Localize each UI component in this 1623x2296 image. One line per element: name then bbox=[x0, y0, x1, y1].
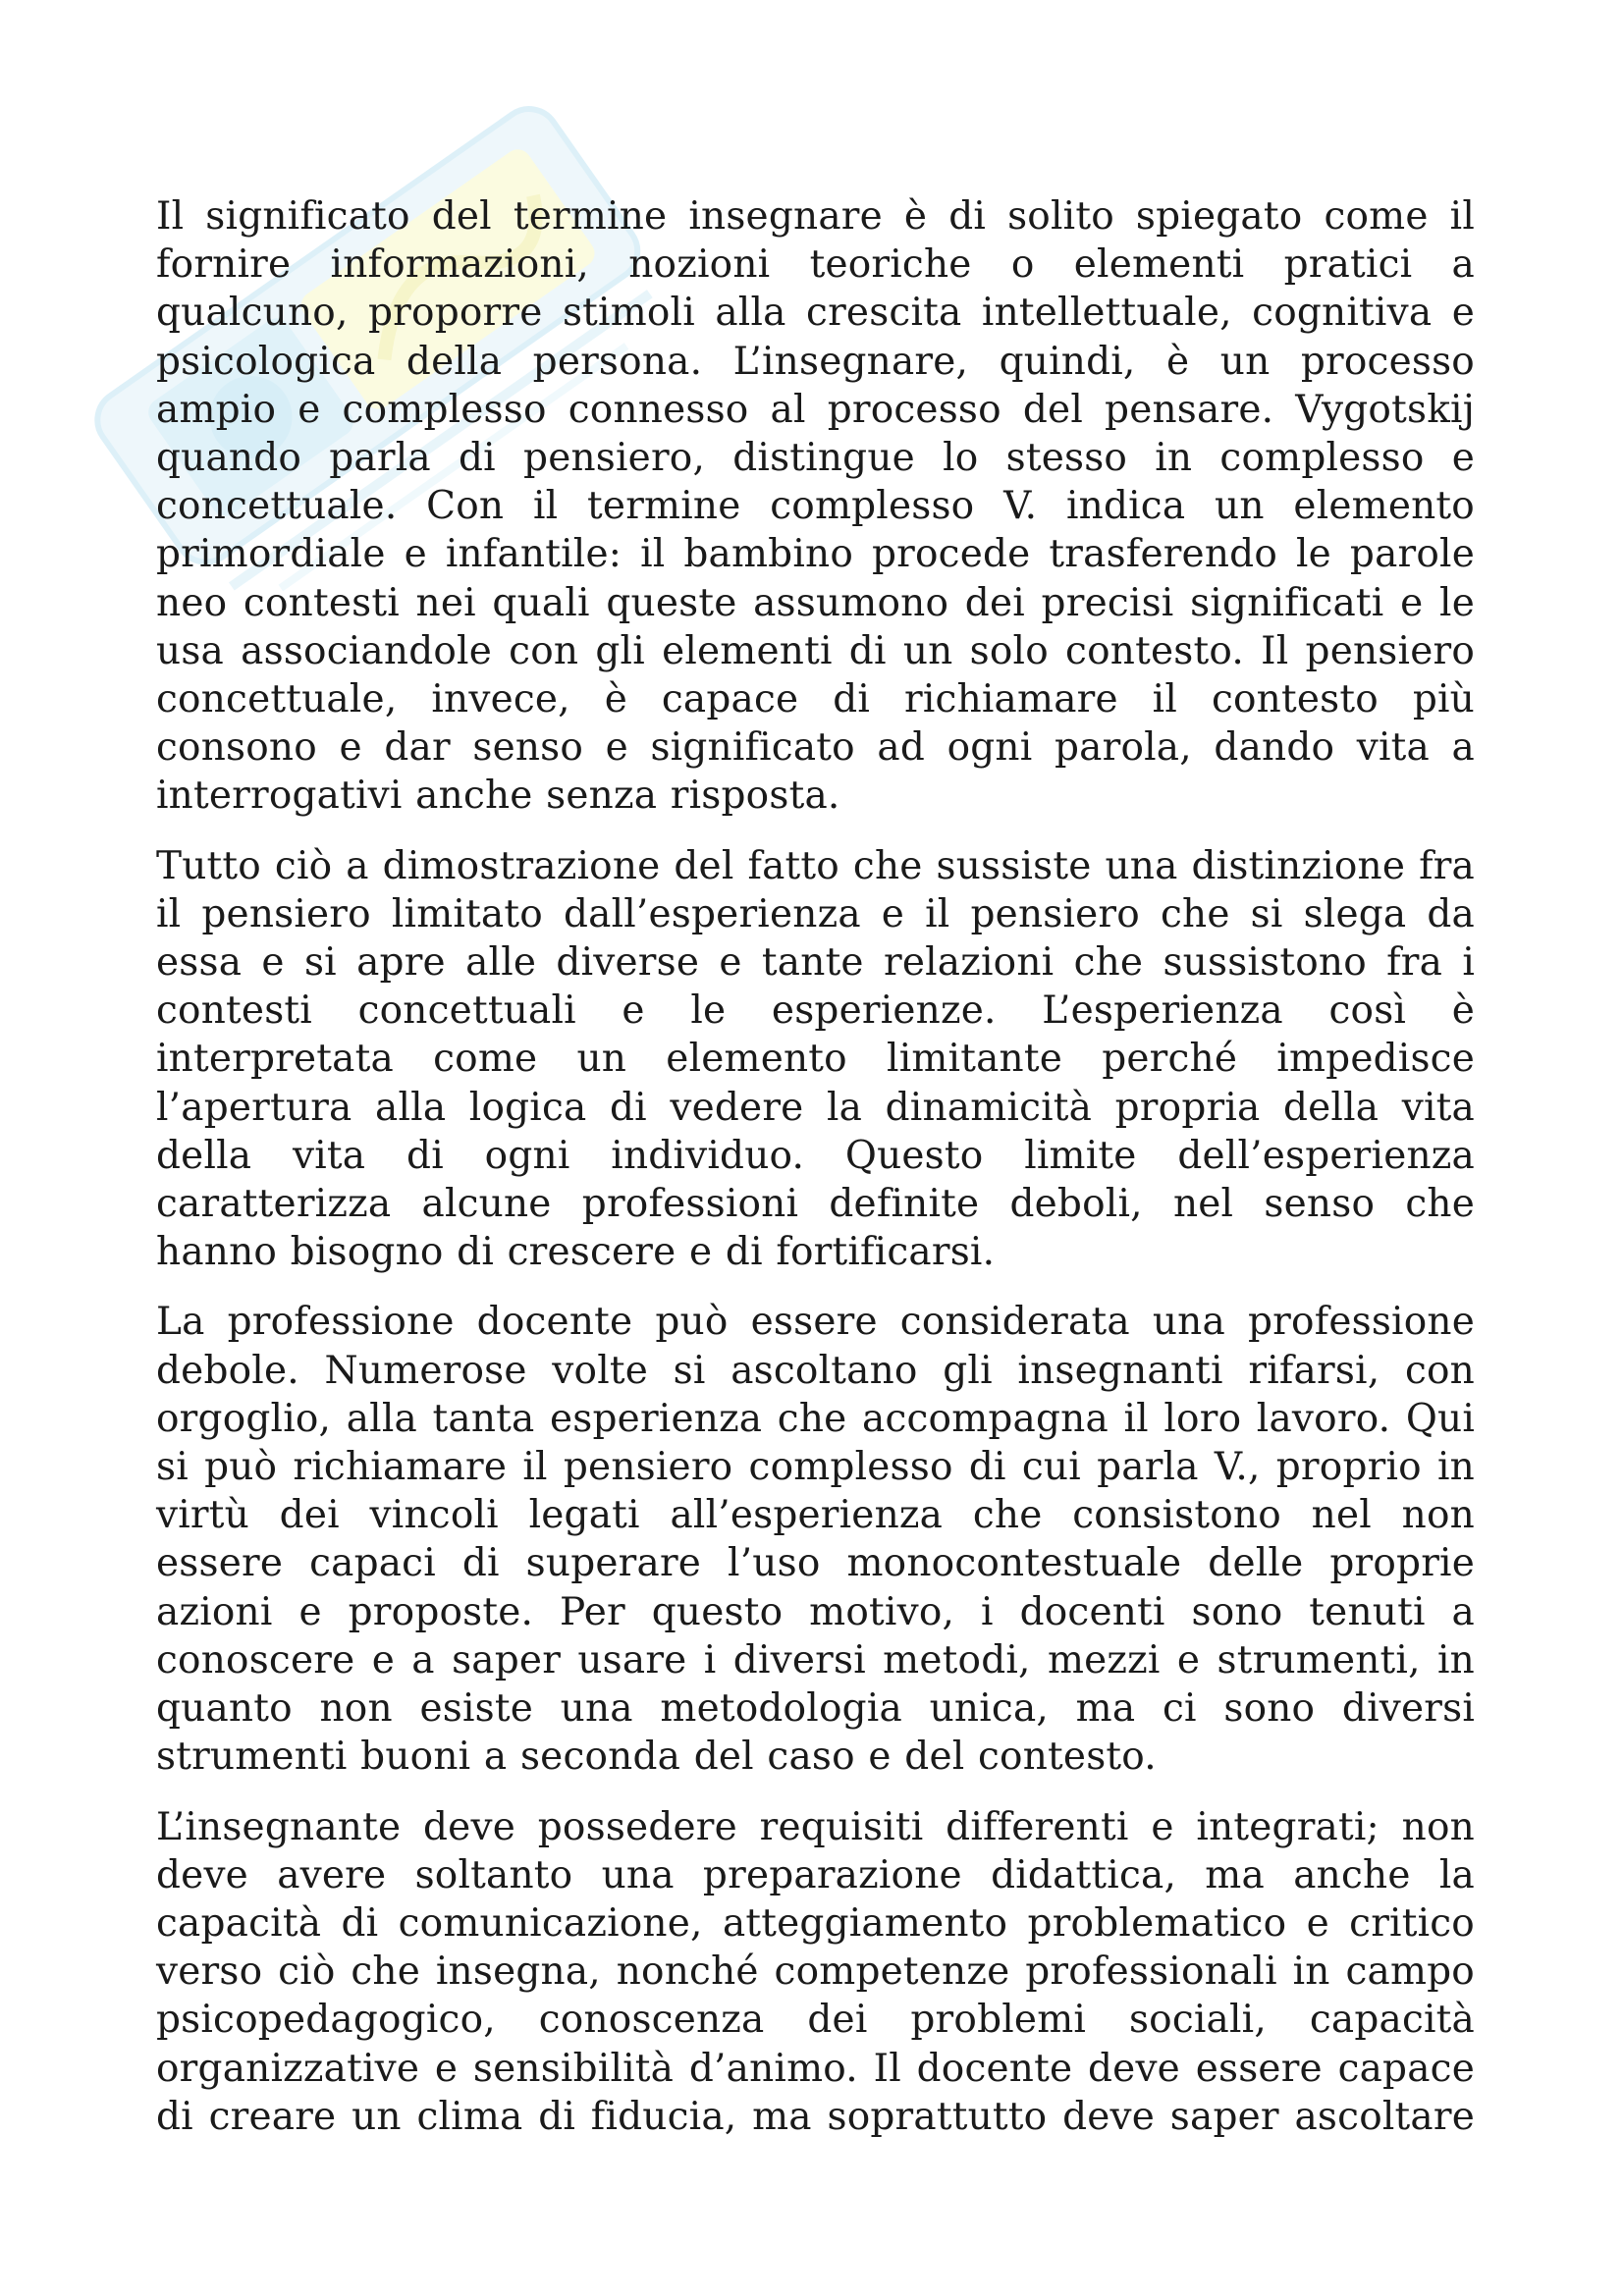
paragraph-2: Tutto ciò a dimostrazione del fatto che sussiste una distinzione fra il pensiero limitato dall’esperienza e il pensiero che si slega da essa e si apre alle diverse e tante relazioni che sussistono fra i contesti concettuali e le esperienze. L’esperienza così è interpretata come un elemento limitante perché impedisce l’apertura alla logica di vedere la dinamicità propria della vita della vita di ogni individuo. Questo limite dell’esperienza caratterizza alcune professioni definite deboli, nel senso che hanno bisogno di crescere e di fortificarsi. bbox=[156, 843, 1475, 1275]
paragraph-4: L’insegnante deve possedere requisiti differenti e integrati; non deve avere soltanto una preparazione didattica, ma anche la capacità di comunicazione, atteggiamento problematico e critico verso ciò che insegna, nonché competenze professionali in campo psicopedagogico, conoscenza dei problemi sociali, capacità organizzative e sensibilità d’animo. Il docente deve essere capace di creare un clima di fiducia, ma soprattutto deve saper ascoltare bbox=[156, 1804, 1475, 2139]
paragraph-3: La professione docente può essere considerata una professione debole. Numerose volte si ascoltano gli insegnanti rifarsi, con orgoglio, alla tanta esperienza che accompagna il loro lavoro. Qui si può richiamare il pensiero complesso di cui parla V., proprio in virtù dei vincoli legati all’esperienza che consistono nel non essere capaci di superare l’uso monocontestuale delle proprie azioni e proposte. Per questo motivo, i docenti sono tenuti a conoscere e a saper usare i diversi metodi, mezzi e strumenti, in quanto non esiste una metodologia unica, ma ci sono diversi strumenti buoni a seconda del caso e del contesto. bbox=[156, 1300, 1475, 1780]
body-text bbox=[156, 192, 1475, 2163]
paragraph-1: Il significato del termine insegnare è di solito spiegato come il fornire informazioni, nozioni teoriche o elementi pratici a qualcuno, proporre stimoli alla crescita intellettuale, cognitiva e psicologica della persona. L’insegnare, quindi, è un processo ampio e complesso connesso al processo del pensare. Vygotskij quando parla di pensiero, distingue lo stesso in complesso e concettuale. Con il termine complesso V. indica un elemento primordiale e infantile: il bambino procede trasferendo le parole neo contesti nei quali queste assumono dei precisi significati e le usa associandole con gli elementi di un solo contesto. Il pensiero concettuale, invece, è capace di richiamare il contesto più consono e dar senso e significato ad ogni parola, dando vita a interrogativi anche senza risposta. bbox=[156, 194, 1475, 819]
